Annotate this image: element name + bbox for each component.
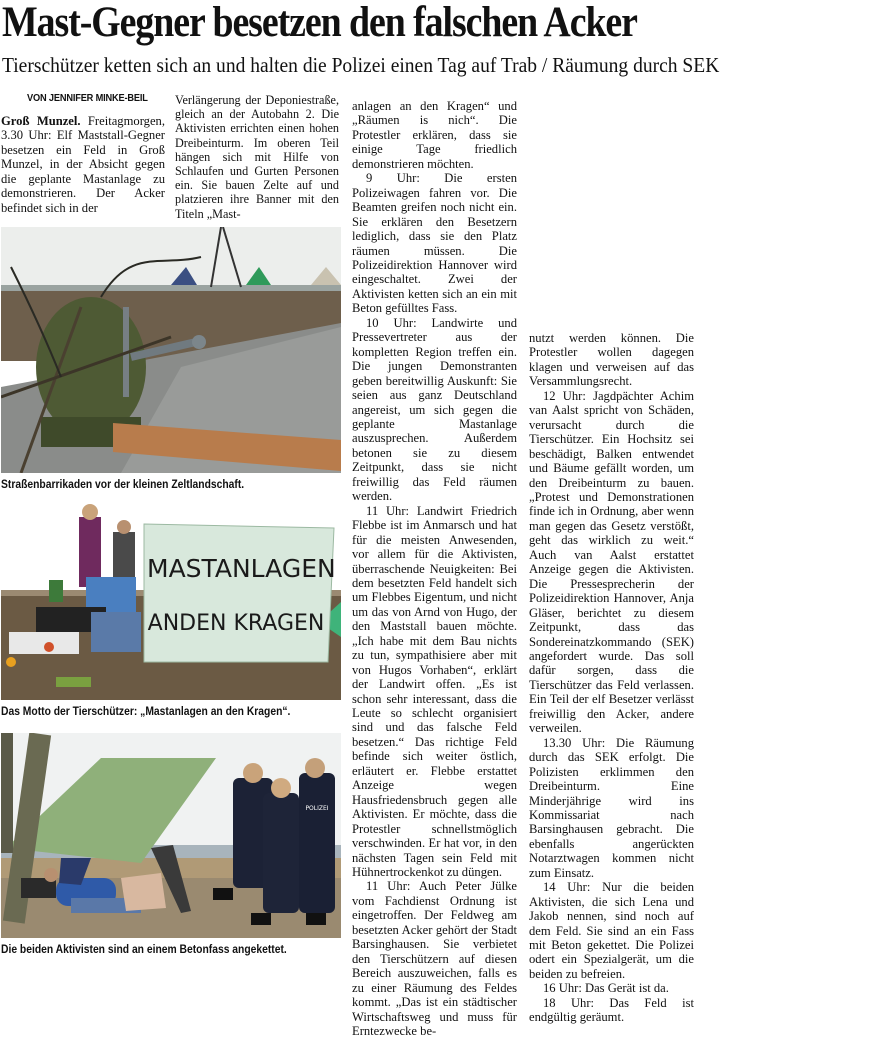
paragraph: 12 Uhr: Jagdpächter Achim van Aalst spricht von Schäden, verursacht durch die Tierschützer. Ein Hochsitz sei beschädigt, Balken entwendet und Bäume gefällt worden, um den Dreibeinturm zu bauen. „Protest und Demonstrationen finde ich in Ordnung, aber wenn man gegen das Gesetz verstößt, geht das wirklich zu weit.“ Auch van Aalst erstattet Anzeige gegen die Aktivisten. Die Pressesprecherin der Polizeidirektion Hannover, Anja Gläser, berichtet zu diesem Zeitpunkt, dass das Sondereinatzkommando (SEK) angefordert wurde. Das soll dafür sorgen, dass die Tierschützer das Feld verlassen. Ein Teil der elf Besetzer verlässt freiwillig den Acker, andere verweilen. xyxy=(529,388,694,736)
paragraph: 10 Uhr: Landwirte und Pressevertreter aus der kompletten Region treffen ein. Die jungen Demonstranten geben bereitwillig Auskunft: Sie seien aus ganz Deutschland angereist, um sich gegen die geplante Mastanlage auszusprechen. Außerdem betonen sie zu diesem Zeitpunkt, dass sie nicht freiwillig das Feld räumen werden. xyxy=(352,315,517,504)
paragraph: 18 Uhr: Das Feld ist endgültig geräumt. xyxy=(529,995,694,1025)
byline: VON JENNIFER MINKE-BEIL xyxy=(27,92,148,104)
photo-banner xyxy=(1,502,341,700)
vest-text: POLIZEI xyxy=(305,805,329,812)
dateline: Groß Munzel. xyxy=(1,114,81,128)
photo-caption: Die beiden Aktivisten sind an einem Betonfass angekettet. xyxy=(1,942,287,956)
column-3 xyxy=(352,99,517,1038)
photo-caption: Das Motto der Tierschützer: „Mastanlagen an den Kragen“. xyxy=(1,704,291,718)
paragraph: 11 Uhr: Landwirt Friedrich Flebbe ist im Anmarsch und hat für die meisten Anwesenden, vor allem für die Aktivisten, überraschende Neuigkeiten: Bei dem besetzten Feld handelt sich um Flebbes Eigentum, und nicht um das von Arnd von Hugo, der den Maststall bauen möchte. „Ich habe mit dem Bau nichts zu tun, sympathisiere aber mit von Hugos Vorhaben“, erklärt der Landwirt offen. „Es ist schon sehr interessant, dass die Leute so schlecht organisiert sind und das falsche Feld besetzen.“ Das richtige Feld befinde sich weiter östlich, erläutert er. Flebbe erstattet Anzeige wegen Hausfriedensbruch gegen alle Aktivisten. Er möchte, dass die Protestler schnellstmöglich verschwinden. Er hat vor, in den nächsten Tagen sein Feld mit Hühnertrockenkot zu düngen. xyxy=(352,503,517,880)
paragraph: 11 Uhr: Auch Peter Jülke vom Fachdienst Ordnung ist eingetroffen. Der Feldweg am besetzten Acker gehört der Stadt Barsinghausen. Sie verbietet den Tierschützern auf diesen Bereich auszuweichen, falls es zu einer Räumung des Feldes kommt. „Das ist ein städtischer Wirtschaftsweg und muss für Erntezwecke be- xyxy=(352,879,517,1038)
banner-image xyxy=(1,502,341,700)
paragraph: anlagen an den Kragen“ und „Räumen is nich“. Die Protestler erklären, dass sie einige Tage friedlich demonstrieren möchten. xyxy=(352,99,517,171)
paragraph: 16 Uhr: Das Gerät ist da. xyxy=(543,981,669,996)
paragraph: 13.30 Uhr: Die Räumung durch das SEK erfolgt. Die Polizisten erklimmen den Dreibeinturm. Eine Minderjährige wird ins Kommissariat nach Barsinghausen gebracht. Die ebenfalls angerückten Notarztwagen kommen nicht zum Einsatz. xyxy=(529,735,694,880)
banner-text-line2: ANDEN KRAGEN xyxy=(147,611,325,636)
banner-text-line1: MASTANLAGEN xyxy=(147,554,336,583)
subheadline: Tierschützer ketten sich an und halten die Polizei einen Tag auf Trab / Räumung durch SEK xyxy=(2,53,720,77)
column-1-lead xyxy=(1,114,165,215)
police-image xyxy=(1,733,341,938)
column-2-text xyxy=(175,93,339,221)
paragraph: Verlängerung der Deponiestraße, gleich an der Autobahn 2. Die Aktivisten errichten einen hohen Dreibeinturm. Im oberen Teil hängen sich mit Hilfe von Schlaufen und Gurten Personen ein. Sie bauen Zelte auf und platzieren ihre Banner mit den Titeln „Mast- xyxy=(175,93,339,221)
paragraph: nutzt werden können. Die Protestler wollen dagegen klagen und verweisen auf das Versammlungsrecht. xyxy=(529,331,694,389)
photo-caption: Straßenbarrikaden vor der kleinen Zeltlandschaft. xyxy=(1,477,245,491)
lead-text: Freitagmorgen, 3.30 Uhr: Elf Maststall-Gegner besetzen ein Feld in Groß Munzel, in der Absicht gegen die geplante Mastanlage zu demonstrieren. Der Acker befindet sich in der xyxy=(1,114,165,215)
barricade-image xyxy=(1,227,341,473)
photo-barricade xyxy=(1,227,341,473)
paragraph: 9 Uhr: Die ersten Polizeiwagen fahren vor. Die Beamten greifen noch nicht ein. Sie erklären den Besetzern lediglich, dass sie den Platz räumen müssen. Die Polizeidirektion Hannover wird eingeschaltet. Zwei der Aktivisten ketten sich an ein mit Beton gefülltes Fass. xyxy=(352,171,517,316)
paragraph: 14 Uhr: Nur die beiden Aktivisten, die sich Lena und Jakob nennen, sind noch auf dem Feld. Sie sind an ein Fass mit Beton gekettet. Die Polizei odert ein Spezialgerät, um die beiden zu befreien. xyxy=(529,880,694,981)
column-4 xyxy=(529,331,694,1025)
headline: Mast-Gegner besetzen den falschen Acker xyxy=(2,0,637,46)
photo-police xyxy=(1,733,341,938)
